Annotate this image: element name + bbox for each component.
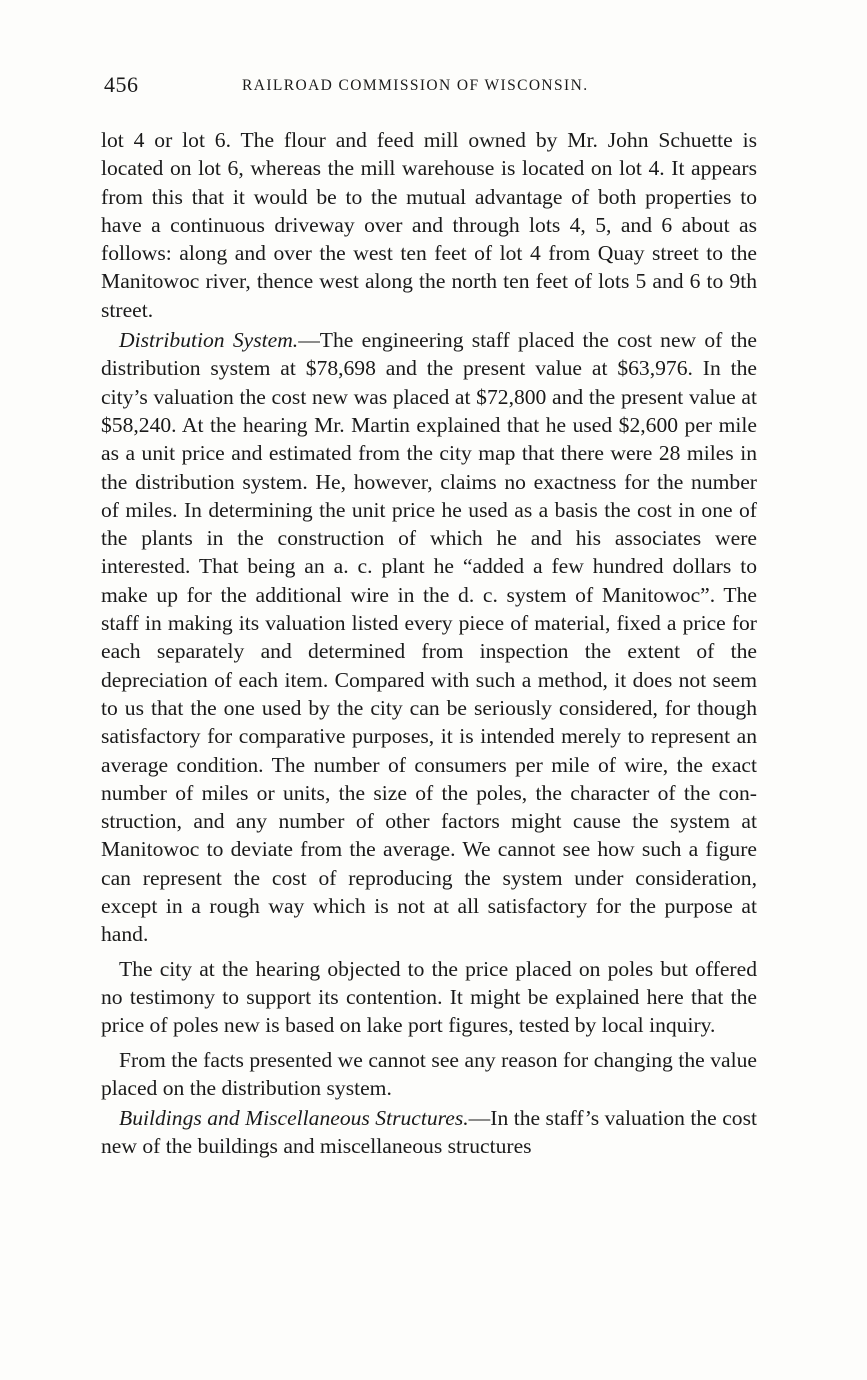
paragraph-poles-objection xyxy=(101,955,757,1040)
paragraph-continued-lot-description xyxy=(101,126,757,324)
paragraph-buildings-structures xyxy=(101,1104,757,1161)
run-in-heading: Distribution System. xyxy=(119,328,299,353)
paragraph-text: —The engineering staff placed the cost new of the distribution system at $78,698 and the present value at $63,976. In the city’s valuation the cost new was placed at $72,800 and the present value at $58,240. At the hearing Mr. Martin explained that he used $2,600 per mile as a unit price and estimated from the city map that there were 28 miles in the distribution system. He, however, claims no exactness for the number of miles. In determining the unit price he used as a basis the cost in one of the plants in the construction of which he and his associates were interested. That being an a. c. plant he “added a few hundred dollars to make up for the additional wire in the d. c. system of Manitowoc”. The staff in making its valuation listed every piece of material, fixed a price for each separately and determined from inspection the extent of the depreciation of each item. Compared with such a method, it does not seem to us that the one used by the city can be seriously considered, for though satisfactory for comparative purposes, it is intended merely to represent an average condition. The number of consumers per mile of wire, the exact number of miles or units, the size of the poles, the character of the construction, and any number of other factors might cause the system at Manitowoc to deviate from the average. We cannot see how such a figure can represent the cost of reproducing the system under consideration, except in a rough way which is not at all satisfactory for the purpose at hand. xyxy=(101,328,757,947)
paragraph-distribution-system xyxy=(101,326,757,949)
page-header xyxy=(104,72,756,102)
paragraph-text: The city at the hearing objected to the price placed on poles but offered no testimony to support its contention. It might be explained here that the price of poles new is based on lake port figures, tested by local inquiry. xyxy=(101,956,757,1038)
paragraph-distribution-conclusion xyxy=(101,1046,757,1103)
page-number: 456 xyxy=(104,72,139,97)
paragraph-text: —In the staff’s valuation the cost new of the buildings and miscellaneous structures xyxy=(101,1106,758,1159)
paragraph-text: lot 4 or lot 6. The flour and feed mill owned by Mr. John Schuette is located on lot 6, whereas the mill warehouse is located on lot 4. It appears from this that it would be to the mutual advantage of both properties to have a continuous driveway over and through lots 4, 5, and 6 about as follows: along and over the west ten feet of lot 4 from Quay street to the Manitowoc river, thence west along the north ten feet of lots 5 and 6 to 9th street. xyxy=(101,128,757,322)
running-head: RAILROAD COMMISSION OF WISCONSIN. xyxy=(242,77,589,94)
paragraph-text: From the facts presented we cannot see any reason for changing the value placed on the distribution system. xyxy=(101,1047,757,1100)
run-in-heading: Buildings and Miscellaneous Structures. xyxy=(119,1106,469,1131)
body-text xyxy=(101,126,757,1161)
